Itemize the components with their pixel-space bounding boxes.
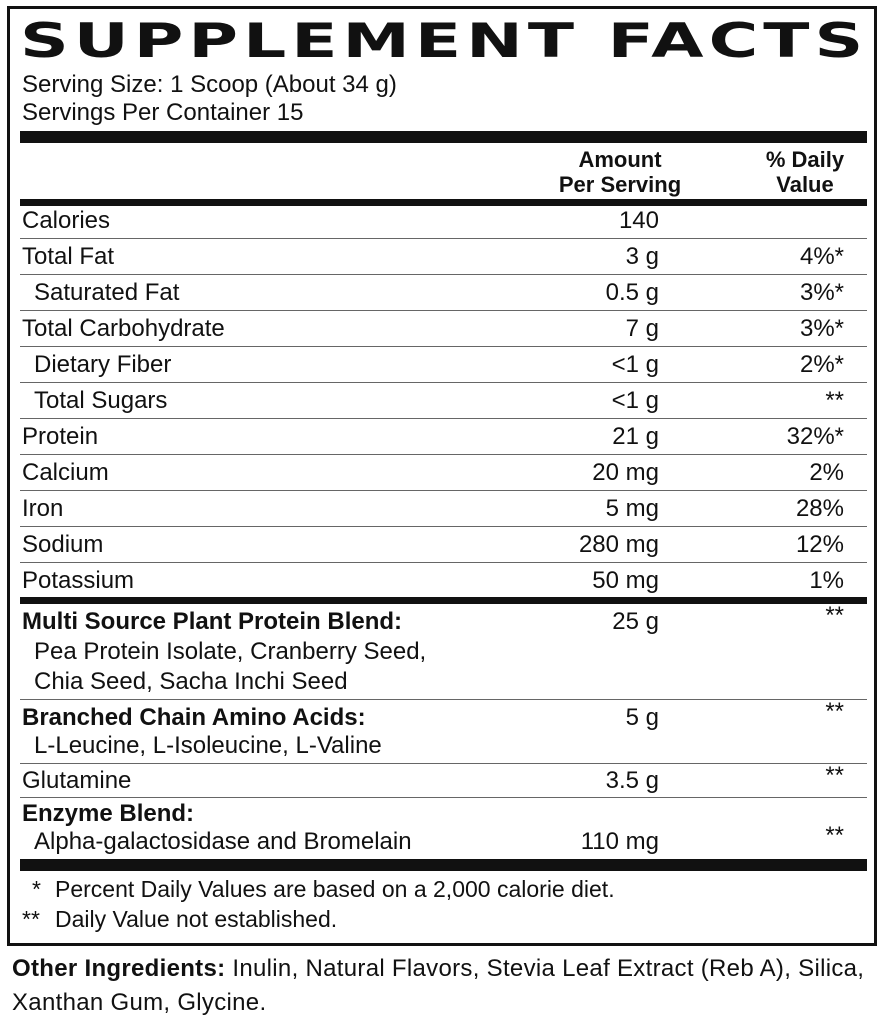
supplement-facts-panel — [7, 6, 877, 946]
amount-header-line1: Amount — [578, 147, 662, 172]
nutrient-daily-value: 4%* — [799, 243, 844, 270]
footnote-text: Daily Value not established. — [55, 906, 338, 932]
nutrient-amount: 3.5 g — [605, 767, 659, 794]
blend-ingredients: L-Leucine, L-Isoleucine, L-Valine — [34, 732, 382, 759]
blend-daily-value: ** — [825, 602, 844, 629]
nutrient-label: Iron — [22, 495, 64, 522]
thick-divider — [20, 859, 867, 871]
blend-name: Enzyme Blend: — [22, 800, 195, 827]
row-divider — [20, 346, 867, 347]
other-ingredients-text: Inulin, Natural Flavors, Stevia Leaf Extract (Reb A), Silica, Xanthan Gum, Glycine. — [12, 955, 865, 1016]
row-divider — [20, 382, 867, 383]
nutrient-amount: 0.5 g — [605, 279, 659, 306]
blend-daily-value: ** — [825, 698, 844, 725]
amount-header — [545, 147, 695, 197]
daily-value-header — [745, 147, 865, 197]
blend-amount: 5 g — [625, 704, 659, 731]
nutrient-daily-value: ** — [825, 762, 844, 789]
blend-daily-value: ** — [825, 822, 844, 849]
nutrient-daily-value: 2%* — [799, 351, 844, 378]
nutrient-daily-value: 12% — [795, 531, 844, 558]
blend-ingredients: Pea Protein Isolate, Cranberry Seed, — [34, 638, 427, 665]
row-divider — [20, 454, 867, 455]
row-divider — [20, 238, 867, 239]
dv-header-line1: % Daily — [765, 147, 845, 172]
nutrient-label: Sodium — [22, 531, 104, 558]
row-divider — [20, 562, 867, 563]
blend-amount: 110 mg — [580, 828, 659, 855]
footnote-text: Percent Daily Values are based on a 2,000 calorie diet. — [55, 876, 615, 902]
nutrient-label: Calcium — [22, 459, 109, 486]
nutrient-amount: 7 g — [625, 315, 659, 342]
nutrient-daily-value: 1% — [809, 567, 844, 594]
nutrient-label: Total Carbohydrate — [22, 315, 225, 342]
nutrient-label: Protein — [22, 423, 99, 450]
dv-header-line2: Value — [776, 172, 834, 197]
row-divider — [20, 274, 867, 275]
row-divider — [20, 490, 867, 491]
servings-per-container: Servings Per Container 15 — [22, 99, 304, 126]
footnote-mark: * — [32, 876, 41, 902]
nutrient-amount: <1 g — [611, 351, 659, 378]
nutrient-amount: 50 mg — [592, 567, 659, 594]
amount-header-line2: Per Serving — [558, 172, 682, 197]
header-divider — [20, 199, 867, 206]
section-divider — [20, 597, 867, 604]
nutrient-daily-value: ** — [825, 387, 844, 414]
serving-size: Serving Size: 1 Scoop (About 34 g) — [22, 71, 397, 98]
panel-title: SUPPLEMENT FACTS — [20, 14, 869, 69]
nutrient-daily-value: 3%* — [799, 315, 844, 342]
nutrient-label: Glutamine — [22, 767, 132, 794]
row-divider — [20, 418, 867, 419]
nutrient-daily-value: 2% — [809, 459, 844, 486]
nutrient-label: Dietary Fiber — [34, 351, 172, 378]
nutrient-daily-value: 28% — [795, 495, 844, 522]
other-ingredients-label: Other Ingredients: — [12, 955, 226, 982]
blend-ingredients: Chia Seed, Sacha Inchi Seed — [34, 668, 348, 695]
other-ingredients — [12, 952, 872, 1020]
nutrient-amount: 3 g — [625, 243, 659, 270]
row-divider — [20, 699, 867, 700]
nutrient-label: Saturated Fat — [34, 279, 180, 306]
footnote-mark: ** — [22, 906, 40, 932]
row-divider — [20, 763, 867, 764]
row-divider — [20, 526, 867, 527]
nutrient-amount: 140 — [618, 207, 659, 234]
nutrient-label: Calories — [22, 207, 111, 234]
nutrient-amount: 280 mg — [578, 531, 659, 558]
nutrient-amount: 20 mg — [592, 459, 659, 486]
blend-name: Branched Chain Amino Acids: — [22, 704, 366, 731]
nutrient-label: Potassium — [22, 567, 135, 594]
nutrient-amount: 21 g — [612, 423, 659, 450]
blend-ingredients: Alpha-galactosidase and Bromelain — [34, 828, 412, 855]
row-divider — [20, 310, 867, 311]
blend-name: Multi Source Plant Protein Blend: — [22, 608, 403, 635]
nutrient-daily-value: 3%* — [799, 279, 844, 306]
nutrient-amount: <1 g — [611, 387, 659, 414]
nutrient-daily-value: 32%* — [786, 423, 844, 450]
row-divider — [20, 797, 867, 798]
nutrient-label: Total Fat — [22, 243, 115, 270]
blend-amount: 25 g — [612, 608, 659, 635]
thick-divider — [20, 131, 867, 143]
nutrient-label: Total Sugars — [34, 387, 168, 414]
nutrient-amount: 5 mg — [605, 495, 659, 522]
